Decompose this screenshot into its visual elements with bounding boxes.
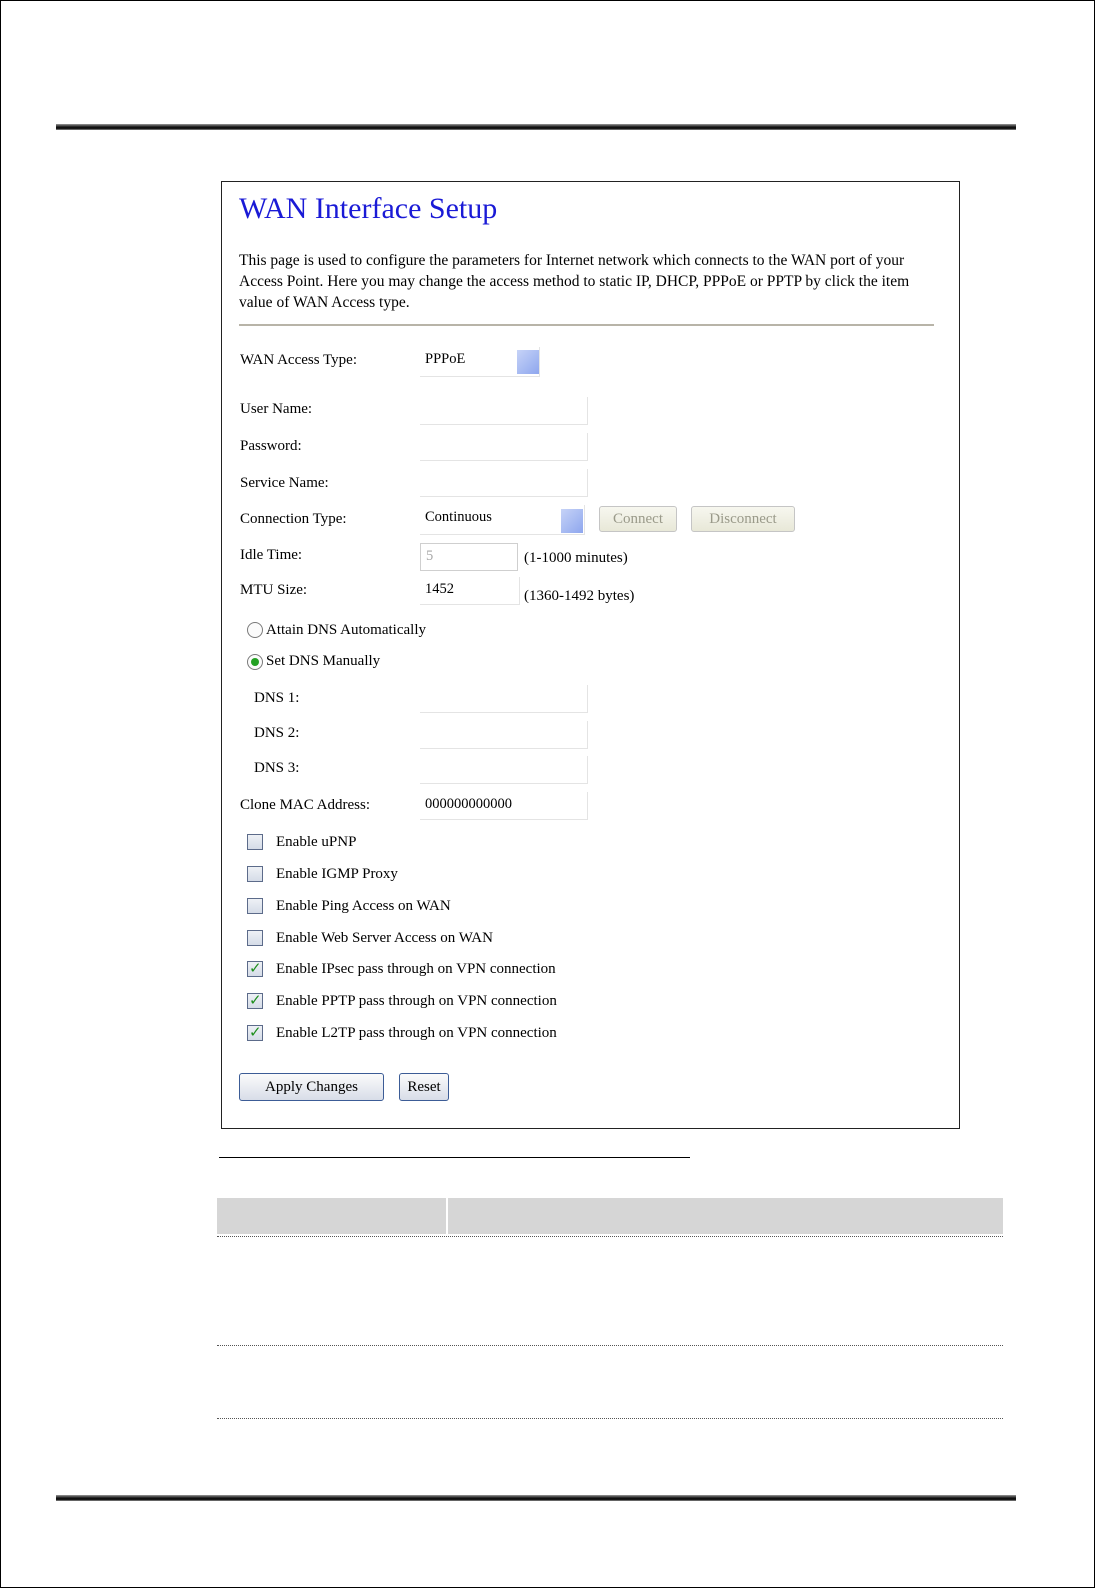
caption-underline — [219, 1157, 690, 1158]
dns2-input[interactable] — [420, 721, 588, 749]
user-name-input[interactable] — [420, 397, 588, 425]
table-row-divider — [217, 1418, 1003, 1419]
clone-mac-input[interactable]: 000000000000 — [420, 792, 588, 820]
page-description: This page is used to configure the parameters for Internet network which connects to the WAN port of your Access Point. Here you may change the access method to static IP, DHCP, PPPoE or PPTP by click the item value of WAN Access type. — [239, 252, 910, 311]
wan-access-type-label: WAN Access Type: — [240, 352, 357, 368]
mtu-size-hint: (1360-1492 bytes) — [524, 588, 635, 604]
dns2-label: DNS 2: — [254, 725, 300, 741]
dns3-input[interactable] — [420, 756, 588, 784]
table-row-divider — [217, 1236, 1003, 1237]
clone-mac-label: Clone MAC Address: — [240, 797, 371, 813]
dns3-label: DNS 3: — [254, 760, 300, 776]
set-dns-manually-label: Set DNS Manually — [266, 653, 381, 669]
chevron-down-icon[interactable] — [517, 350, 539, 374]
user-name-label: User Name: — [240, 401, 313, 417]
table-header — [217, 1198, 1003, 1234]
mtu-size-input[interactable]: 1452 — [420, 577, 520, 605]
enable-ping-access-checkbox[interactable] — [247, 898, 263, 914]
enable-upnp-label: Enable uPNP — [276, 834, 357, 850]
table-header-separator — [446, 1198, 448, 1234]
enable-igmp-proxy-checkbox[interactable] — [247, 866, 263, 882]
table-row-divider — [217, 1345, 1003, 1346]
enable-pptp-passthrough-label: Enable PPTP pass through on VPN connection — [276, 993, 557, 1009]
enable-web-server-access-checkbox[interactable] — [247, 930, 263, 946]
enable-l2tp-passthrough-checkbox[interactable] — [247, 1025, 263, 1041]
enable-ipsec-passthrough-label: Enable IPsec pass through on VPN connection — [276, 961, 556, 977]
service-name-input[interactable] — [420, 469, 588, 497]
enable-web-server-access-label: Enable Web Server Access on WAN — [276, 930, 493, 946]
connect-button[interactable]: Connect — [599, 506, 677, 532]
attain-dns-auto-radio[interactable] — [247, 622, 263, 638]
mtu-size-label: MTU Size: — [240, 582, 308, 598]
footer-rule — [56, 1495, 1016, 1501]
enable-l2tp-passthrough-label: Enable L2TP pass through on VPN connection — [276, 1025, 557, 1041]
header-rule — [56, 124, 1016, 130]
wan-setup-screenshot — [221, 181, 960, 1129]
idle-time-label: Idle Time: — [240, 547, 303, 563]
enable-ping-access-label: Enable Ping Access on WAN — [276, 898, 451, 914]
wan-access-type-value: PPPoE — [425, 351, 466, 367]
attain-dns-auto-label: Attain DNS Automatically — [266, 622, 426, 638]
password-label: Password: — [240, 438, 302, 454]
disconnect-button[interactable]: Disconnect — [691, 506, 795, 532]
apply-changes-button[interactable]: Apply Changes — [239, 1073, 384, 1101]
dns1-input[interactable] — [420, 685, 588, 713]
section-divider — [239, 324, 934, 326]
set-dns-manually-radio[interactable] — [247, 654, 263, 670]
chevron-down-icon[interactable] — [561, 509, 583, 533]
idle-time-input[interactable]: 5 — [420, 543, 518, 571]
dns1-label: DNS 1: — [254, 690, 300, 706]
password-input[interactable] — [420, 433, 588, 461]
service-name-label: Service Name: — [240, 475, 329, 491]
reset-button[interactable]: Reset — [399, 1073, 449, 1101]
connection-type-value: Continuous — [425, 509, 492, 525]
enable-pptp-passthrough-checkbox[interactable] — [247, 993, 263, 1009]
page-title: WAN Interface Setup — [239, 192, 498, 225]
idle-time-hint: (1-1000 minutes) — [524, 550, 628, 566]
connection-type-label: Connection Type: — [240, 511, 347, 527]
enable-upnp-checkbox[interactable] — [247, 834, 263, 850]
enable-igmp-proxy-label: Enable IGMP Proxy — [276, 866, 398, 882]
enable-ipsec-passthrough-checkbox[interactable] — [247, 961, 263, 977]
